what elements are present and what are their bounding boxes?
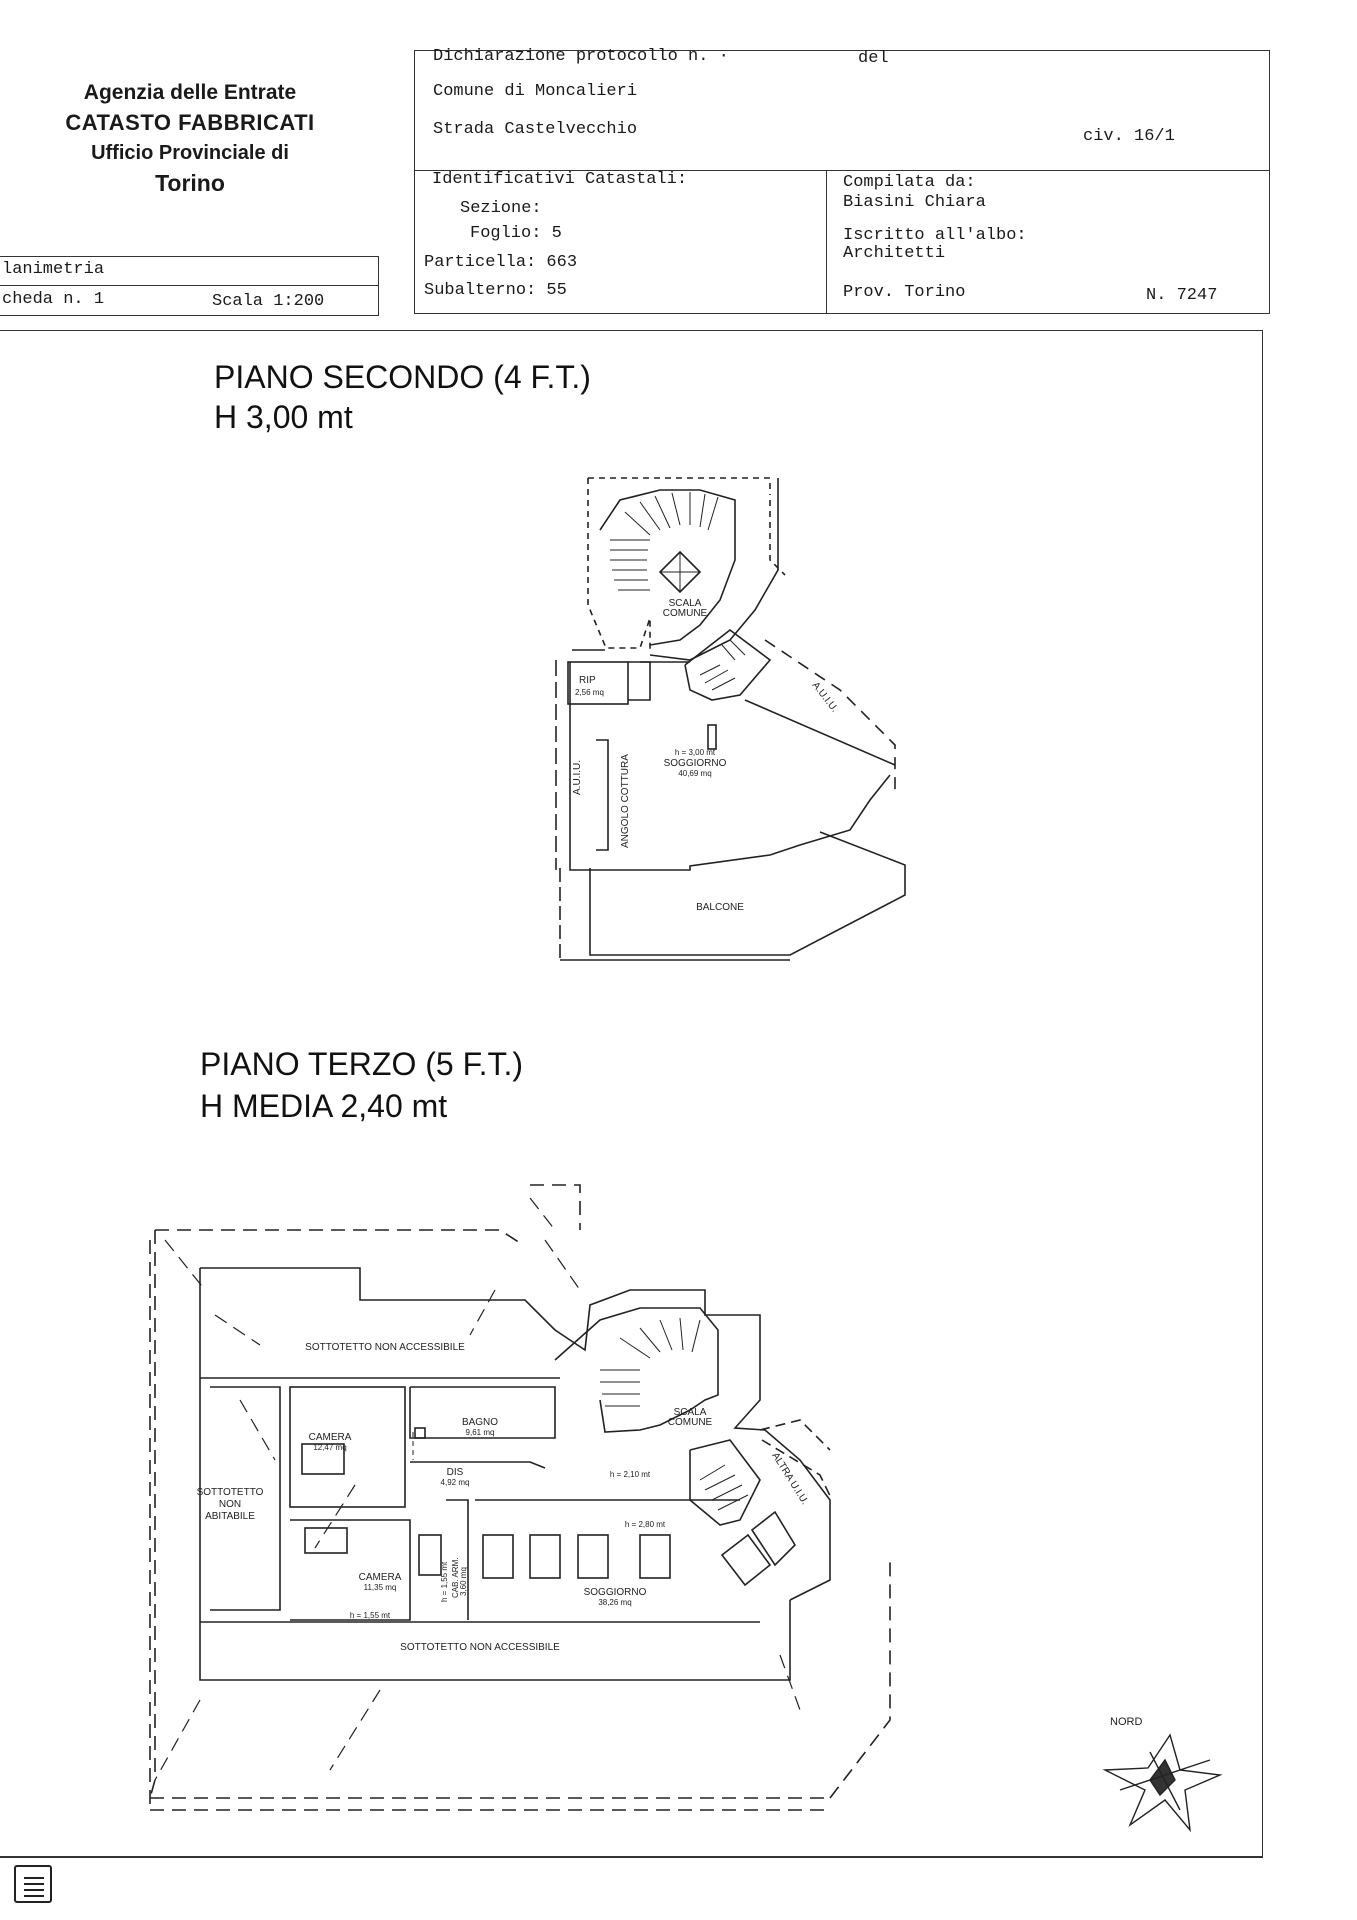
f3-sottotetto-left-1: SOTTOTETTO — [196, 1487, 264, 1498]
f3-camera1-label: CAMERA — [308, 1432, 352, 1443]
f3-bagno-label: BAGNO — [461, 1417, 499, 1428]
f3-cab-label: CAB. ARM. — [451, 1557, 460, 1598]
f3-height-280: h = 2,80 mt — [624, 1520, 666, 1529]
agency-office: Ufficio Provinciale di — [91, 142, 289, 164]
subalterno-label: Subalterno: 55 — [424, 281, 567, 300]
f3-soggiorno-area: 38,26 mq — [598, 1598, 632, 1607]
floor2-height: H 3,00 mt — [214, 399, 353, 435]
f3-camera2-area: 11,35 mq — [363, 1583, 397, 1592]
f3-camera2-label: CAMERA — [358, 1572, 402, 1583]
compilata-title: Compilata da: — [843, 173, 976, 192]
nord-label: NORD — [1110, 1716, 1143, 1728]
planimetria-label: lanimetria — [2, 260, 105, 279]
f3-comune-label: COMUNE — [667, 1417, 713, 1428]
f3-sottotetto-left-2: NON — [218, 1499, 242, 1510]
del-label: del — [858, 49, 889, 68]
floor2-title: PIANO SECONDO (4 F.T.) — [214, 359, 591, 395]
agency-catasto: CATASTO FABBRICATI — [65, 110, 315, 135]
provincia-label: Prov. Torino — [843, 283, 966, 302]
menu-icon[interactable] — [14, 1865, 52, 1903]
f2-soggiorno-label: SOGGIORNO — [663, 758, 727, 769]
comune-label: Comune di Moncalieri — [433, 82, 638, 101]
floor3-title: PIANO TERZO (5 F.T.) — [200, 1046, 523, 1082]
f2-balcone-label: BALCONE — [696, 902, 744, 913]
f2-auiu-left-label: A.U.I.U. — [572, 759, 583, 795]
agency-name: Agenzia delle Entrate — [83, 81, 297, 104]
f3-bagno-area: 9,61 mq — [465, 1428, 495, 1437]
floor2-plan — [556, 478, 905, 960]
iscritto-label: Iscritto all'albo: — [843, 226, 1027, 245]
f3-cab-area: 3,60 mq — [459, 1567, 468, 1596]
identificativi-title: Identificativi Catastali: — [432, 170, 688, 189]
f3-soggiorno-label: SOGGIORNO — [583, 1587, 647, 1598]
f2-comune-label: COMUNE — [662, 608, 708, 619]
albo-label: Architetti — [843, 244, 946, 263]
f2-soggiorno-height: h = 3,00 mt — [674, 748, 716, 757]
f2-rip-area: 2,56 mq — [575, 688, 604, 697]
scheda-label: cheda n. 1 — [2, 290, 105, 309]
f3-sottotetto-left-3: ABITABILE — [205, 1511, 255, 1522]
civico-label: civ. 16/1 — [1083, 127, 1175, 146]
numero-label: N. 7247 — [1146, 286, 1218, 305]
f3-height-210: h = 2,10 mt — [609, 1470, 651, 1479]
scala-label: Scala 1:200 — [212, 292, 325, 311]
f3-height-155-vertical: h = 1,55 mt — [440, 1561, 449, 1602]
f3-altra-uiu-label: ALTRA U.I.U. — [769, 1450, 811, 1507]
agency-city: Torino — [155, 170, 225, 196]
foglio-label: Foglio: 5 — [470, 224, 562, 243]
floor3-height: H MEDIA 2,40 mt — [200, 1088, 448, 1124]
north-compass — [1105, 1735, 1220, 1830]
f3-sottotetto-bottom-label: SOTTOTETTO NON ACCESSIBILE — [400, 1642, 560, 1653]
f3-dis-label: DIS — [446, 1467, 464, 1478]
f3-height-155: h = 1,55 mt — [349, 1611, 391, 1620]
f2-soggiorno-area: 40,69 mq — [678, 769, 712, 778]
f3-scala-label: SCALA — [673, 1407, 707, 1418]
compilata-name: Biasini Chiara — [843, 193, 986, 212]
f2-auiu-right-label: A.U.I.U. — [809, 680, 840, 715]
dichiarazione-label: Dichiarazione protocollo n. · — [433, 47, 729, 66]
strada-label: Strada Castelvecchio — [433, 120, 638, 139]
sezione-label: Sezione: — [460, 199, 542, 218]
f3-sottotetto-top-label: SOTTOTETTO NON ACCESSIBILE — [305, 1342, 465, 1353]
particella-label: Particella: 663 — [424, 253, 578, 272]
f3-dis-area: 4,92 mq — [440, 1478, 470, 1487]
f2-angolo-cottura-label: ANGOLO COTTURA — [620, 754, 631, 848]
f2-rip-label: RIP — [579, 675, 596, 686]
f3-camera1-area: 12,47 mq — [313, 1443, 347, 1452]
f2-scala-label: SCALA — [668, 598, 702, 609]
